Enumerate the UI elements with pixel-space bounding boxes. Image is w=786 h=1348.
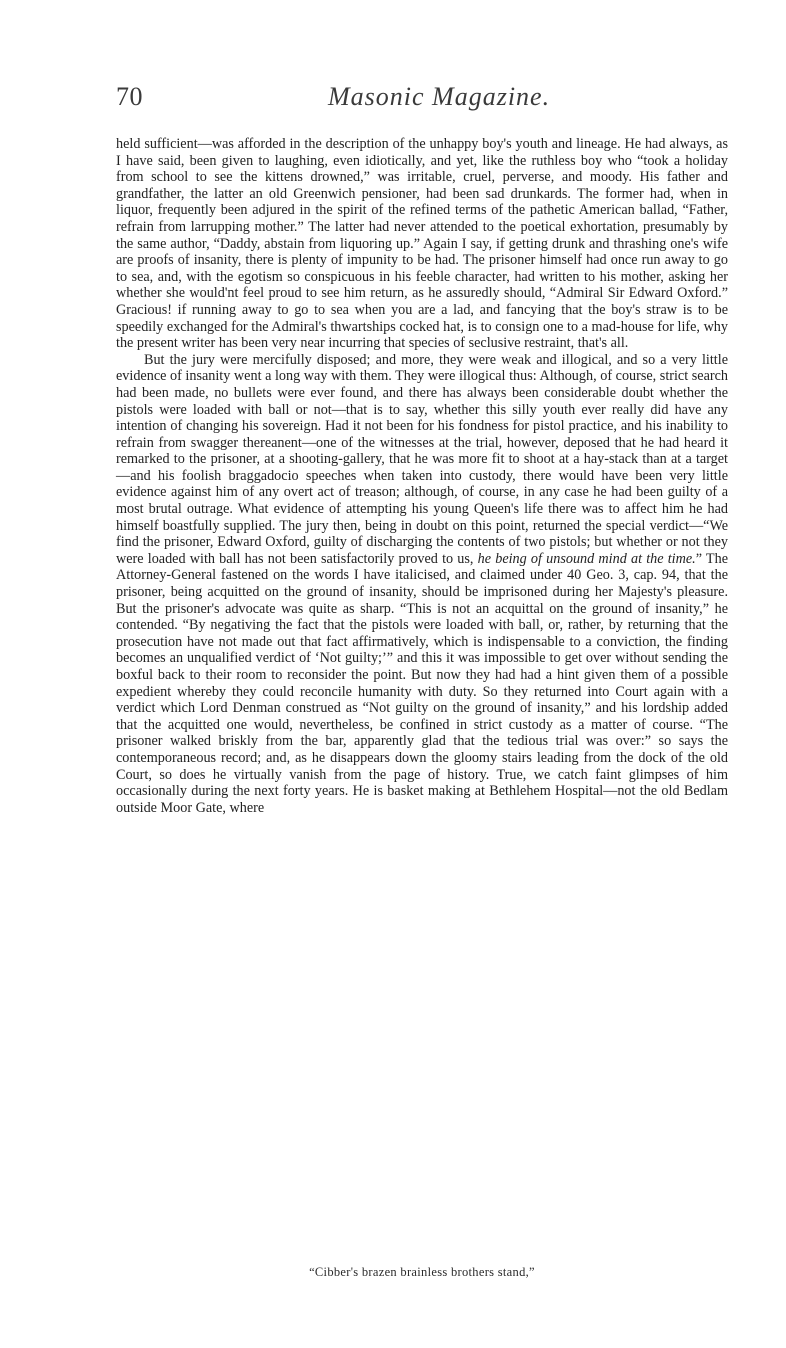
paragraph: held sufficient—was afforded in the description of the unhappy boy's youth and lineage. He had always, as I have said, been given to laughing, even idiotically, and yet, like the ruthless boy who “took a holiday from school to see the kittens drowned,” was irritable, cruel, perverse, and moody. His father and grandfather, the latter an old Greenwich pensioner, had been sad drunkards. The former had, when in liquor, frequently been adjured in the spirit of the refined terms of the pathetic American ballad, “Father, refrain from larrupping mother.” The latter had never attended to the poetical exhortation, presumably by the same author, “Daddy, abstain from liquoring up.” Again I say, if getting drunk and thrashing one's wife are proofs of insanity, there is plenty of impunity to be had. The prisoner himself had once run away to go to sea, and, with the egotism so conspicuous in his feeble character, had written to his mother, asking her whether she would'nt feel proud to see him return, as he assuredly should, “Admiral Sir Edward Oxford.” Gracious! if running away to go to sea when you are a lad, and fancying that the boy's straw is to be speedily exchanged for the Admiral's thwartships cocked hat, is to consign one to a mad-house for life, why the present writer has been very near incurring that species of seclusive restraint, that's all. [116,136,728,352]
quoted-line: “Cibber's brazen brainless brothers stand,” [309,1265,535,1279]
article-body [116,136,728,816]
paragraph [116,352,728,817]
paragraph-text-end: ” The Attorney-General fastened on the words I have italicised, and claimed under 40 Geo. 3, cap. 94, that the prisoner, being acquitted on the ground of insanity, should be imprisoned during her Majesty's pleasure. But the prisoner's advocate was quite as sharp. “This is not an acquittal on the ground of insanity,” he contended. “By negativing the fact that the pistols were loaded with ball, or, rather, by returning that the prosecution have not made out that fact affirmatively, which is indispensable to a conviction, the finding becomes an unqualified verdict of ‘Not guilty;’” and this it was impossible to get over without sending the boxful back to their room to reconsider the point. But now they had had a hint given them of a possible expedient whereby they could reconcile humanity with duty. So they returned into Court again with a verdict which Lord Denman construed as “Not guilty on the ground of insanity,” and his lordship added that the acquitted one would, nevertheless, be confined in strict custody as a matter of course. “The prisoner walked briskly from the bar, apparently glad that the tedious trial was over:” so says the contemporaneous record; and, as he disappears down the gloomy stairs leading from the dock of the old Court, so does he virtually vanish from the page of history. True, we catch faint glimpses of him occasionally during the next forty years. He is basket making at Bethlehem Hospital—not the old Bedlam outside Moor Gate, where [116,550,728,816]
italic-phrase: he being of unsound mind at the time. [477,550,696,567]
running-title: Masonic Magazine. [328,82,551,111]
page-number: 70 [116,82,143,111]
paragraph-text-start: But the jury were mercifully disposed; and more, they were weak and illogical, and so a very little evidence of insanity went a long way with them. They were illogical thus: Although, of course, strict search had been made, no bullets were ever found, and there has always been considerable doubt whether the pistols were loaded with ball or not—that is to say, whether this silly youth ever really did have any intention of changing his sovereign. Had it not been for his fondness for pistol practice, and his inability to refrain from swagger thereanent—one of the witnesses at the trial, however, deposed that he had heard it remarked to the prisoner, at a shooting-gallery, that he was more fit to shoot at a hay-stack than at a target—and his foolish braggadocio speeches when taken into custody, there would have been very little evidence against him of any overt act of treason; although, of course, in any case he had been guilty of a most brutal outrage. What evidence of attempting his young Queen's life there was to affect him he had himself boastfully supplied. The jury then, being in doubt on this point, returned the special verdict—“We find the prisoner, Edward Oxford, guilty of discharging the contents of two pistols; but whether or not they were loaded with ball has not been satisfactorily proved to us, [116,351,728,567]
page-header [116,82,726,122]
